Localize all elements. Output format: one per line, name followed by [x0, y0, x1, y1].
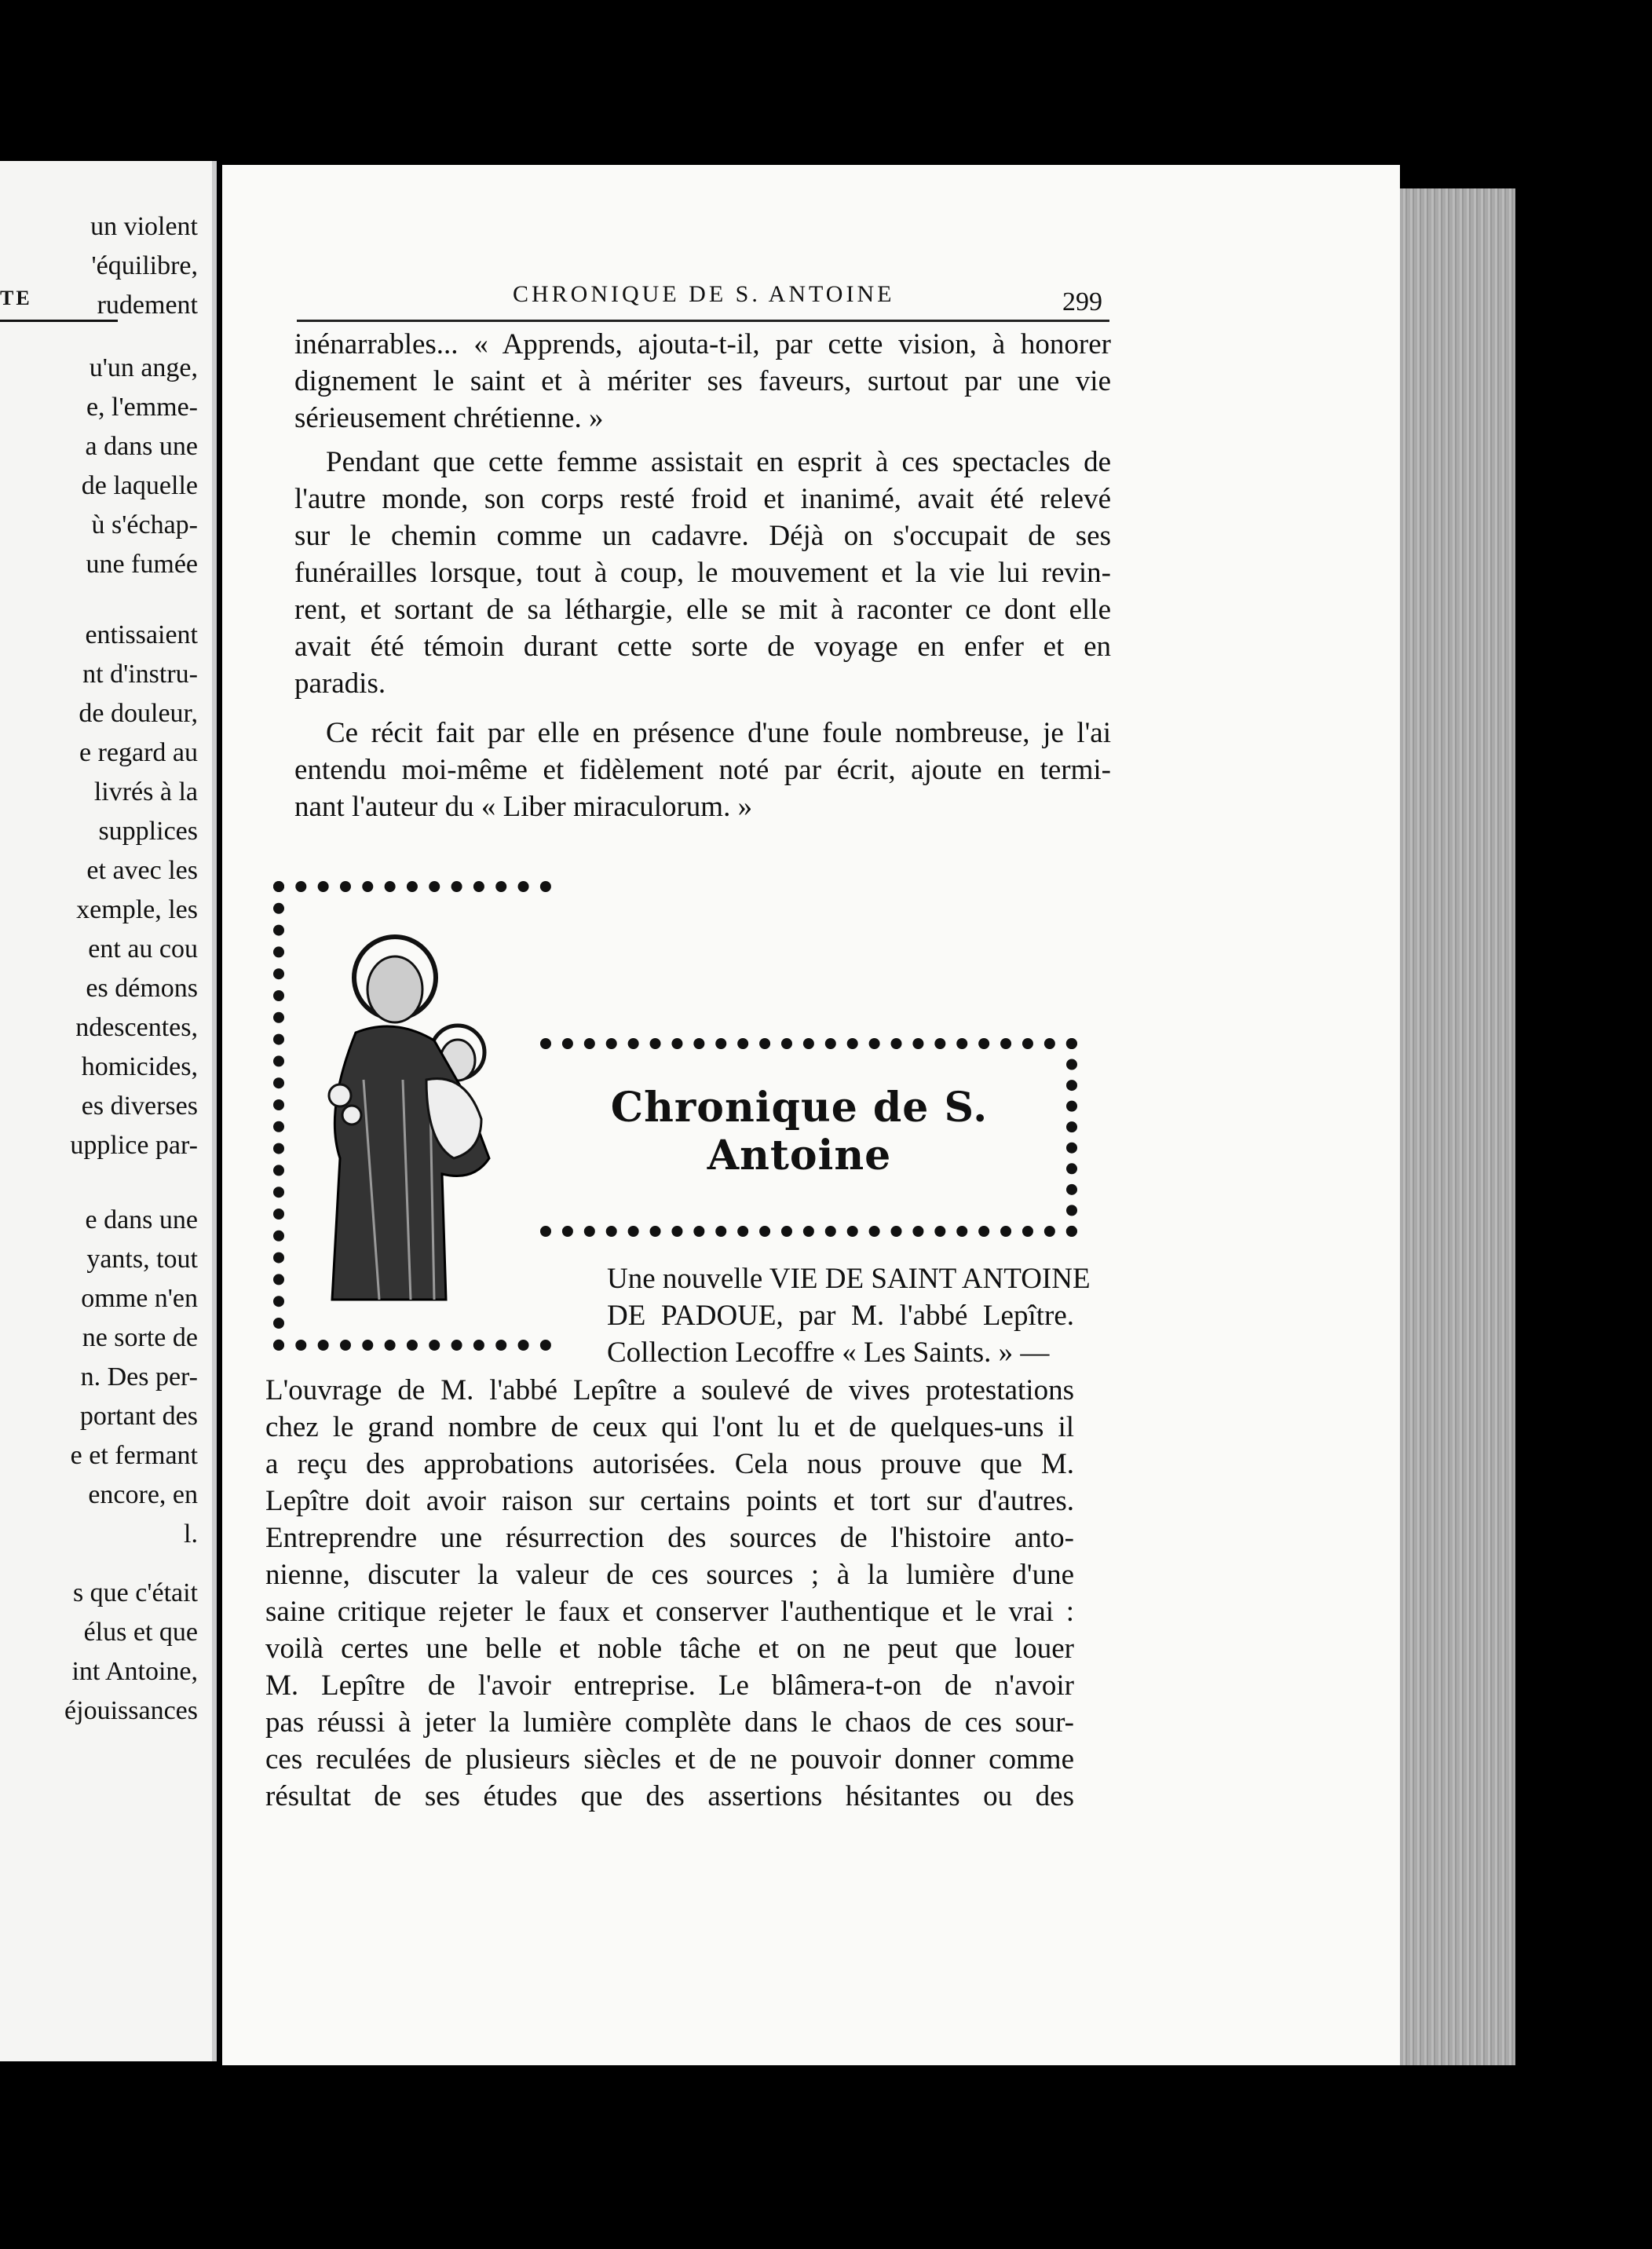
left-page-line: e et fermant — [70, 1441, 198, 1470]
header-rule — [297, 320, 1109, 322]
left-page-line: et avec les — [86, 856, 198, 885]
paragraph-2 — [294, 444, 1111, 702]
running-head-title: CHRONIQUE DE S. ANTOINE — [513, 281, 895, 307]
section-title: Chronique de S. Antoine — [610, 1084, 989, 1179]
left-page-line: e dans une — [85, 1205, 198, 1234]
left-page-line: livrés à la — [93, 777, 198, 806]
left-page-line: de douleur, — [79, 699, 198, 728]
text-line: inénarrables... « Apprends, ajouta-t-il, par cette vision, à honorer — [294, 328, 1111, 360]
book-page-edges — [1382, 188, 1515, 2065]
left-page-line: rudement — [97, 291, 198, 320]
left-page-line: homicides, — [81, 1052, 198, 1081]
review-intro — [607, 1260, 1091, 1371]
left-page-line: s que c'était — [72, 1578, 198, 1607]
left-page-line: e, l'emme- — [86, 393, 198, 422]
paragraph-1 — [294, 326, 1111, 437]
text-line: avait été témoin durant cette sorte de voyage en enfer et en — [294, 631, 1111, 663]
left-page-line: e regard au — [79, 738, 198, 767]
right-page — [222, 165, 1400, 2065]
page-number: 299 — [1062, 287, 1102, 316]
left-page-line: int Antoine, — [71, 1657, 198, 1686]
left-page-line: une fumée — [86, 550, 198, 579]
text-line: entendu moi-même et fidèlement noté par écrit, ajoute en termi- — [294, 754, 1111, 786]
text-line: sérieusement chrétienne. » — [294, 402, 604, 434]
left-page-line: éjouissances — [64, 1696, 198, 1725]
left-page-line: l. — [184, 1519, 198, 1549]
text-line: M. Lepître de l'avoir entreprise. Le blâmera-t-on de n'avoir — [265, 1669, 1074, 1702]
left-page — [0, 161, 217, 2061]
text-line: Lepître doit avoir raison sur certains points et tort sur d'autres. — [265, 1485, 1074, 1517]
text-line: L'ouvrage de M. l'abbé Lepître a soulevé de vives protestations — [265, 1374, 1074, 1406]
text-line: funérailles lorsque, tout à coup, le mouvement et la vie lui revin- — [294, 557, 1111, 589]
text-line: Entreprendre une résurrection des sources de l'histoire anto- — [265, 1522, 1074, 1554]
text-line: paradis. — [294, 667, 386, 700]
left-page-line: n. Des per- — [80, 1362, 198, 1391]
text-line: Ce récit fait par elle en présence d'une foule nombreuse, je l'ai — [326, 717, 1111, 749]
left-page-line: ne sorte de — [82, 1323, 198, 1352]
left-page-line: ù s'échap- — [91, 510, 198, 539]
left-page-line: de laquelle — [81, 471, 198, 500]
text-line: chez le grand nombre de ceux qui l'ont lu et de quelques-uns il — [265, 1411, 1074, 1443]
paragraph-3 — [294, 715, 1111, 825]
text-line: DE PADOUE, par M. l'abbé Lepître. — [607, 1300, 1074, 1332]
left-page-line: u'un ange, — [89, 353, 198, 382]
left-page-line: entissaient — [85, 620, 198, 649]
left-page-line: supplices — [98, 817, 198, 846]
left-page-line: es démons — [86, 974, 198, 1003]
left-page-line: 'équilibre, — [91, 251, 198, 280]
left-page-line: élus et que — [83, 1618, 198, 1647]
text-line: pas réussi à jeter la lumière complète dans le chaos de ces sour- — [265, 1706, 1074, 1739]
left-page-line: un violent — [90, 212, 198, 241]
left-page-line: upplice par- — [70, 1131, 198, 1160]
text-line: Une nouvelle VIE DE SAINT ANTOINE — [607, 1263, 1091, 1295]
left-page-line: ndescentes, — [75, 1013, 198, 1042]
text-line: Pendant que cette femme assistait en esprit à ces spectacles de — [326, 446, 1111, 478]
review-body — [265, 1372, 1074, 1815]
text-line: dignement le saint et à mériter ses faveurs, surtout par une vie — [294, 365, 1111, 397]
text-line: saine critique rejeter le faux et conserver l'authentique et le vrai : — [265, 1596, 1074, 1628]
left-page-line: omme n'en — [81, 1284, 198, 1313]
left-page-line: yants, tout — [86, 1245, 198, 1274]
saint-anthony-illustration — [309, 923, 521, 1307]
text-line: nant l'auteur du « Liber miraculorum. » — [294, 791, 753, 823]
text-line: rent, et sortant de sa léthargie, elle se mit à raconter ce dont elle — [294, 594, 1111, 626]
left-page-line: xemple, les — [76, 895, 198, 924]
left-page-line: ent au cou — [88, 934, 198, 964]
left-page-line: portant des — [79, 1402, 198, 1431]
left-page-line: a dans une — [85, 432, 198, 461]
text-line: résultat de ses études que des assertions hésitantes ou des — [265, 1780, 1074, 1812]
text-line: a reçu des approbations autorisées. Cela nous prouve que M. — [265, 1448, 1074, 1480]
text-line: ces reculées de plusieurs siècles et de ne pouvoir donner comme — [265, 1743, 1074, 1775]
left-page-line: es diverses — [81, 1092, 198, 1121]
left-page-header: TE — [0, 287, 118, 322]
text-line: voilà certes une belle et noble tâche et on ne peut que louer — [265, 1633, 1074, 1665]
text-line: nienne, discuter la valeur de ces sources ; à la lumière d'une — [265, 1559, 1074, 1591]
text-line: Collection Lecoffre « Les Saints. » — — [607, 1337, 1050, 1369]
left-page-line: encore, en — [88, 1480, 198, 1509]
text-line: l'autre monde, son corps resté froid et inanimé, avait été relevé — [294, 483, 1111, 515]
left-page-line: nt d'instru- — [82, 660, 198, 689]
text-line: sur le chemin comme un cadavre. Déjà on s'occupait de ses — [294, 520, 1111, 552]
